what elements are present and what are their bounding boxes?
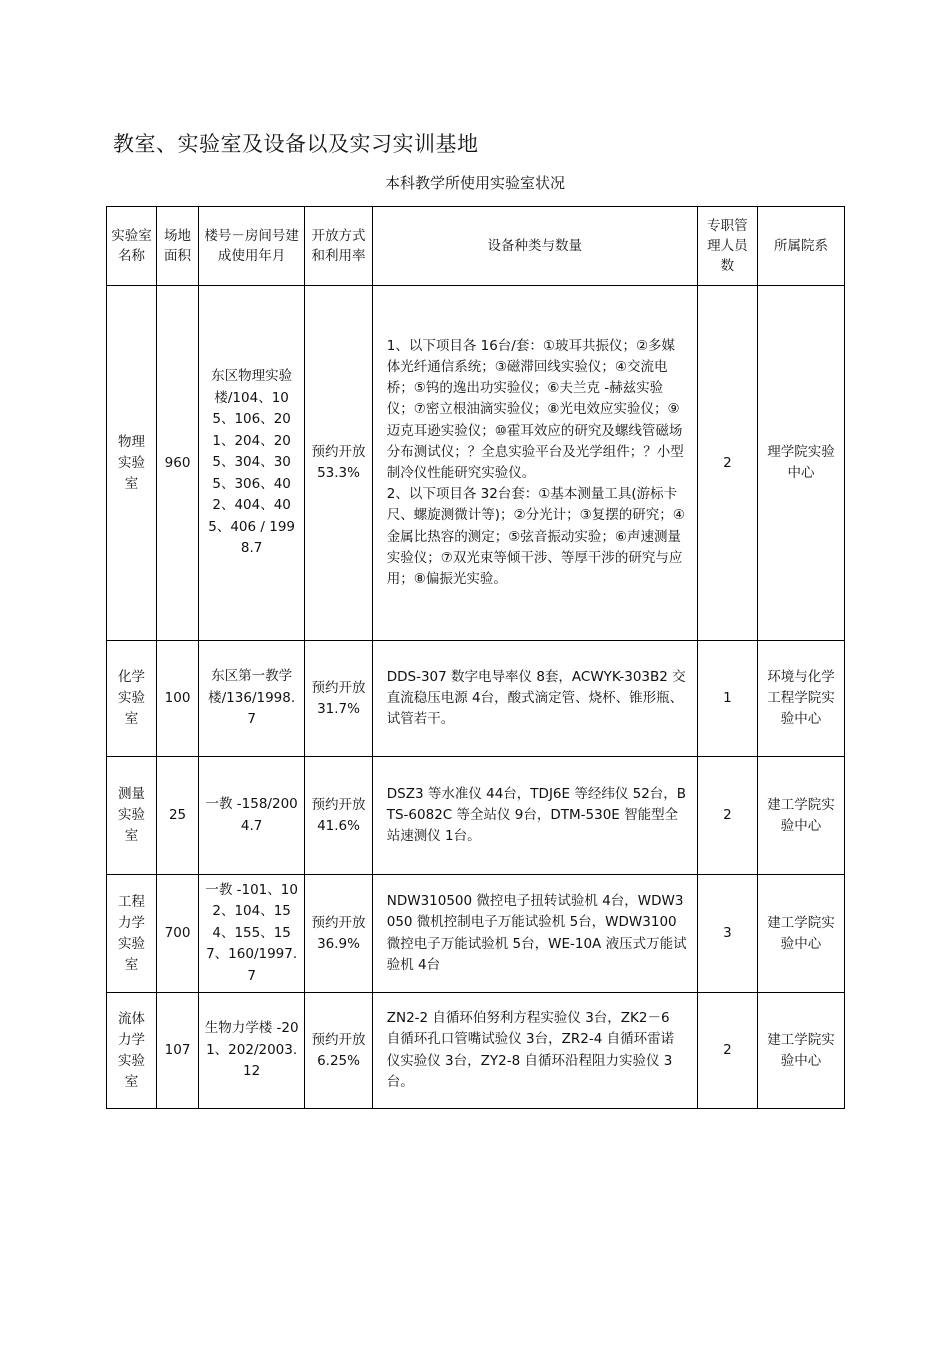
equipment-paragraph-1: 1、以下项目各 16台/套：①玻耳共振仪；②多媒体光纤通信系统；③磁滞回线实验仪；④交流电桥；⑤钨的逸出功实验仪；⑥夫兰克 -赫兹实验仪；⑦密立根油滴实验仪；⑧光电效应实验仪；⑨迈克耳逊实验仪；⑩霍耳效应的研究及螺线管磁场分布测试仪；？全息实验平台及光学组件；？小型制冷仪性能研究实验仪。 xyxy=(386,337,684,481)
cell-open-mode xyxy=(305,641,372,757)
utilization-text: 41.6% xyxy=(317,817,360,834)
equipment-paragraph-2: 2、以下项目各 32台套：①基本测量工具(游标卡尺、螺旋测微计等)；②分光计；③复摆的研究；④金属比热容的测定；⑤弦音振动实验；⑥声速测量实验仪；⑦双光束等倾干涉、等厚干涉的研究与应用；⑧偏振光实验。 xyxy=(386,486,685,588)
cell-area: 700 xyxy=(157,875,199,993)
cell-area: 960 xyxy=(157,286,199,641)
lab-table xyxy=(106,206,845,1109)
page-heading: 教室、实验室及设备以及实习实训基地 xyxy=(113,132,479,156)
cell-building: 东区物理实验楼/104、105、106、201、204、205、304、305、306、402、404、405、406 / 1998.7 xyxy=(198,286,304,641)
cell-department: 环境与化学工程学院实验中心 xyxy=(758,641,845,757)
equipment-paragraph-1: ZN2-2 自循环伯努利方程实验仪 3台，ZK2－6 自循环孔口管嘴试验仪 3台，ZR2-4 自循环雷诺仪实验仪 3台，ZY2-8 自循环沿程阻力实验仪 3台。 xyxy=(386,1010,675,1090)
header-area: 场地面积 xyxy=(157,207,199,286)
open-mode-text: 预约开放 xyxy=(311,1031,366,1048)
utilization-text: 31.7% xyxy=(317,700,360,717)
utilization-text: 53.3% xyxy=(317,465,360,481)
cell-staff: 3 xyxy=(697,875,757,993)
open-mode-text: 预约开放 xyxy=(311,796,366,813)
cell-staff: 2 xyxy=(697,993,757,1109)
cell-equipment xyxy=(372,993,697,1109)
equipment-paragraph-1: DSZ3 等水准仪 44台，TDJ6E 等经纬仪 52台，BTS-6082C 等全站仪 9台，DTM-530E 智能型全站速测仪 1台。 xyxy=(386,785,687,845)
cell-equipment xyxy=(372,286,697,641)
cell-lab-name: 流体力学实验室 xyxy=(107,993,157,1109)
cell-lab-name: 测量实验室 xyxy=(107,757,157,875)
cell-open-mode xyxy=(305,757,372,875)
open-mode-text: 预约开放 xyxy=(311,679,366,696)
table-row xyxy=(107,286,845,641)
cell-equipment xyxy=(372,875,697,993)
header-department: 所属院系 xyxy=(758,207,845,286)
table-row xyxy=(107,757,845,875)
cell-staff: 2 xyxy=(697,286,757,641)
header-lab-name: 实验室名称 xyxy=(107,207,157,286)
utilization-text: 36.9% xyxy=(317,935,360,952)
header-building: 楼号－房间号建成使用年月 xyxy=(198,207,304,286)
cell-building: 一教 -158/2004.7 xyxy=(198,757,304,875)
cell-building: 东区第一教学楼/136/1998.7 xyxy=(198,641,304,757)
cell-staff: 1 xyxy=(697,641,757,757)
equipment-paragraph-1: NDW310500 微控电子扭转试验机 4台，WDW3050 微机控制电子万能试验机 5台，WDW3100 微控电子万能试验机 5台，WE-10A 液压式万能试验机 4台 xyxy=(386,893,687,973)
header-equipment: 设备种类与数量 xyxy=(372,207,697,286)
table-header-row xyxy=(107,207,845,286)
open-mode-text: 预约开放 xyxy=(311,914,366,931)
cell-staff: 2 xyxy=(697,757,757,875)
table-row xyxy=(107,993,845,1109)
cell-lab-name: 工程力学实验室 xyxy=(107,875,157,993)
cell-department: 理学院实验中心 xyxy=(758,286,845,641)
cell-equipment xyxy=(372,641,697,757)
table-title: 本科教学所使用实验室状况 xyxy=(384,174,565,192)
utilization-text: 6.25% xyxy=(317,1052,360,1069)
table-row xyxy=(107,875,845,993)
cell-area: 100 xyxy=(157,641,199,757)
cell-department: 建工学院实验中心 xyxy=(758,875,845,993)
cell-open-mode xyxy=(305,875,372,993)
cell-area: 107 xyxy=(157,993,199,1109)
header-open-mode: 开放方式和利用率 xyxy=(305,207,372,286)
cell-equipment xyxy=(372,757,697,875)
cell-department: 建工学院实验中心 xyxy=(758,757,845,875)
cell-lab-name: 化学实验室 xyxy=(107,641,157,757)
cell-building: 生物力学楼 -201、202/2003.12 xyxy=(198,993,304,1109)
cell-department: 建工学院实验中心 xyxy=(758,993,845,1109)
equipment-paragraph-1: DDS-307 数字电导率仪 8套，ACWYK-303B2 交直流稳压电源 4台，酸式滴定管、烧杯、锥形瓶、试管若干。 xyxy=(386,668,686,728)
cell-open-mode xyxy=(305,993,372,1109)
open-mode-text: 预约开放 xyxy=(311,444,366,460)
header-staff: 专职管理人员数 xyxy=(697,207,757,286)
cell-building: 一教 -101、102、104、154、155、157、160/1997.7 xyxy=(198,875,304,993)
table-row xyxy=(107,641,845,757)
cell-area: 25 xyxy=(157,757,199,875)
cell-open-mode xyxy=(305,286,372,641)
cell-lab-name: 物理实验室 xyxy=(107,286,157,641)
